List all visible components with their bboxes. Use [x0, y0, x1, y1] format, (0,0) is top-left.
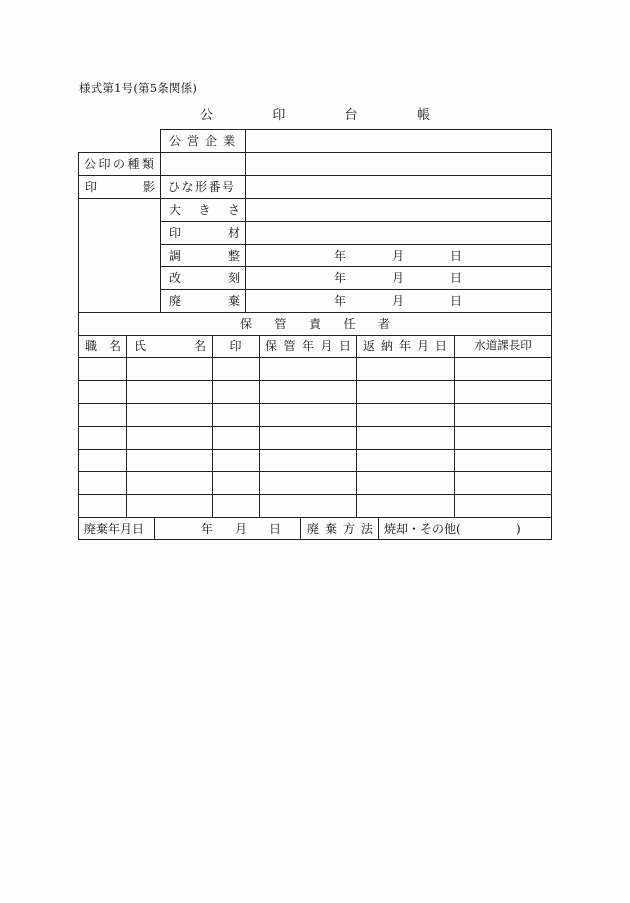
label-char: 印 — [85, 179, 98, 194]
col-name — [134, 335, 206, 357]
footer-text: 焼却・その他( — [384, 521, 461, 536]
label-char: 材 — [227, 225, 240, 240]
col-custody-date — [265, 335, 351, 357]
date-unit: 日 — [449, 293, 462, 308]
label-abolished — [169, 289, 240, 312]
footer-char: 方 — [342, 521, 355, 536]
col-seal — [212, 335, 259, 357]
col-char: 月 — [320, 339, 333, 353]
date-unit: 月 — [391, 248, 404, 263]
col-char: 管 — [283, 339, 296, 353]
date-unit: 日 — [449, 248, 462, 263]
label-char: 棄 — [227, 293, 240, 308]
col-char: 日 — [338, 339, 351, 353]
col-char: 職 — [85, 339, 98, 353]
footer-char: 棄 — [324, 521, 337, 536]
label-char: 刻 — [227, 270, 240, 285]
heading-char: 保 — [240, 316, 253, 331]
label-hina-number — [168, 175, 244, 198]
col-char: 返 — [363, 339, 376, 353]
footer-text: ) — [516, 521, 521, 536]
date-unit: 月 — [234, 521, 247, 536]
label-text: 公営企業 — [169, 133, 242, 148]
label-text: ひな形番号 — [168, 179, 236, 194]
col-position — [85, 335, 121, 357]
label-material — [169, 221, 240, 244]
col-text: 水道課長印 — [474, 338, 532, 353]
label-char: 印 — [169, 225, 182, 240]
col-char: 名 — [108, 339, 121, 353]
label-prepared — [169, 244, 240, 267]
label-seal-type — [84, 152, 158, 175]
col-return-date — [363, 335, 447, 357]
prepared-date — [334, 244, 462, 267]
heading-char: 管 — [274, 316, 287, 331]
abolished-date — [334, 289, 462, 312]
col-char: 年 — [398, 339, 411, 353]
date-unit: 日 — [449, 270, 462, 285]
footer-text: 廃棄年月日 — [84, 521, 145, 536]
heading-char: 任 — [343, 316, 356, 331]
col-char: 納 — [380, 339, 393, 353]
label-reengraved — [169, 266, 240, 289]
col-char: 日 — [434, 339, 447, 353]
label-char: き — [198, 202, 211, 217]
title-char: 帳 — [416, 108, 430, 123]
footer-char: 廃 — [307, 521, 320, 536]
disposal-date-units — [201, 517, 281, 540]
disposal-method-close — [516, 517, 528, 540]
col-char: 印 — [229, 339, 242, 353]
col-char: 名 — [193, 339, 206, 353]
col-char: 月 — [416, 339, 429, 353]
date-unit: 年 — [201, 521, 214, 536]
date-unit: 月 — [391, 270, 404, 285]
label-char: 影 — [142, 179, 155, 194]
date-unit: 日 — [268, 521, 281, 536]
date-unit: 月 — [391, 293, 404, 308]
label-public-enterprise — [169, 129, 242, 152]
label-char: 大 — [169, 202, 182, 217]
form-number: 様式第1号(第5条関係) — [79, 81, 198, 95]
custodian-heading — [240, 312, 390, 335]
label-char: 改 — [169, 270, 182, 285]
label-seal-image — [85, 175, 155, 198]
col-char: 氏 — [134, 339, 147, 353]
heading-char: 責 — [308, 316, 321, 331]
label-size — [169, 198, 240, 221]
title-char: 公 — [200, 108, 214, 123]
footer-char: 法 — [360, 521, 373, 536]
date-unit: 年 — [334, 248, 347, 263]
label-text: 公印の種類 — [84, 156, 157, 171]
col-water-chief-seal — [455, 335, 551, 357]
col-char: 年 — [301, 339, 314, 353]
disposal-date-label — [84, 517, 154, 540]
label-char: 調 — [169, 248, 182, 263]
label-char: 廃 — [169, 293, 182, 308]
title-char: 印 — [272, 108, 286, 123]
label-char: さ — [227, 202, 240, 217]
page-title — [200, 104, 430, 124]
heading-char: 者 — [377, 316, 390, 331]
date-unit: 年 — [334, 270, 347, 285]
seal-register-table — [78, 129, 552, 540]
title-char: 台 — [344, 108, 358, 123]
col-char: 保 — [265, 339, 278, 353]
reengraved-date — [334, 266, 462, 289]
date-unit: 年 — [334, 293, 347, 308]
disposal-method-label — [307, 517, 373, 540]
disposal-method-value — [384, 517, 514, 540]
label-char: 整 — [227, 248, 240, 263]
